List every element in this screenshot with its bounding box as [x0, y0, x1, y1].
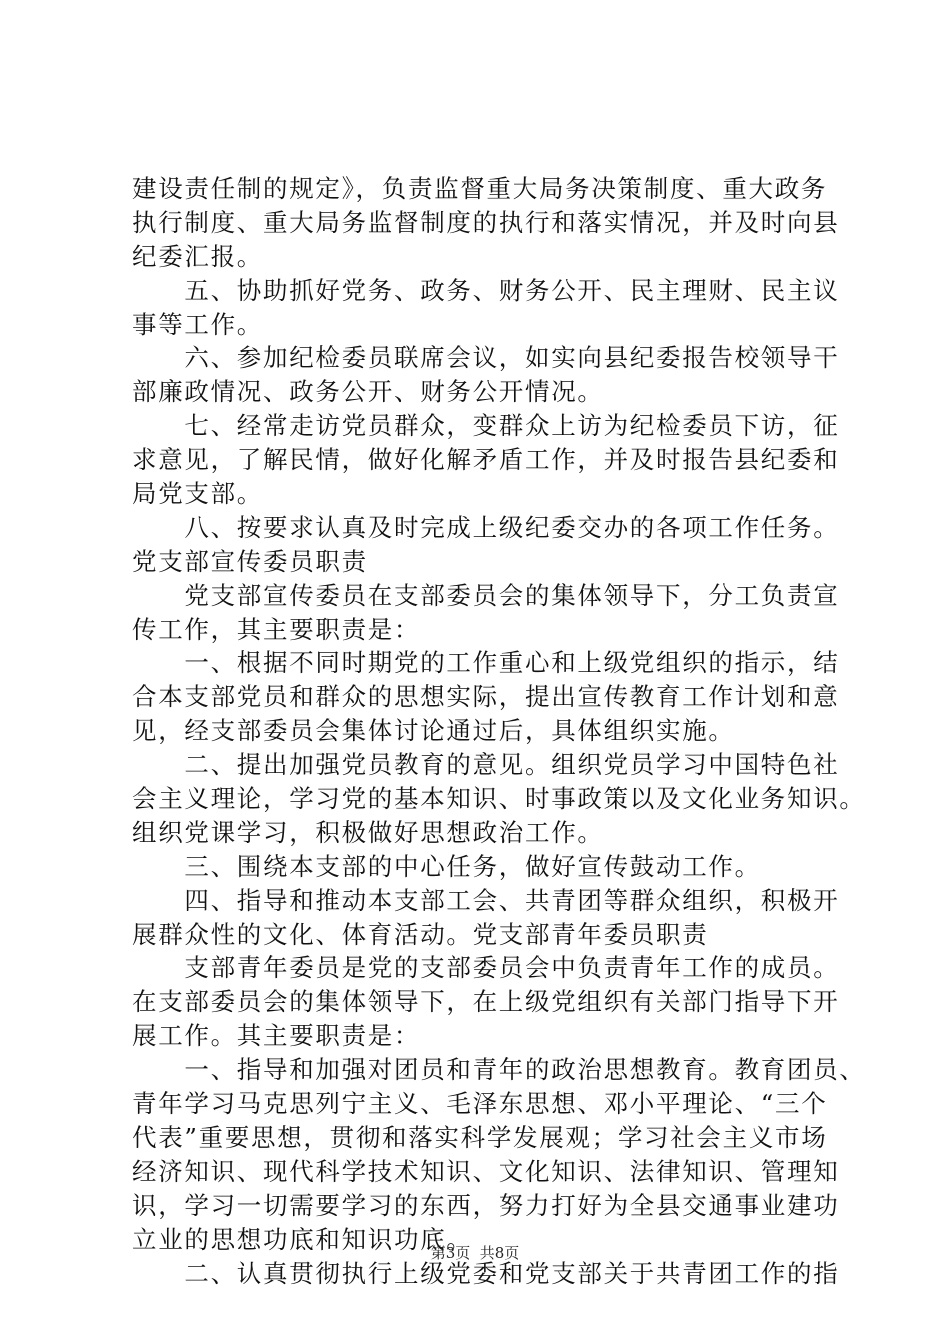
text-line: 求意见，了解民情，做好化解矛盾工作，并及时报告县纪委和 [132, 445, 840, 475]
text-line: 事等工作。 [132, 309, 263, 339]
page-number-footer: 第3页 共8页 [430, 1244, 520, 1262]
text-line: 合本支部党员和群众的思想实际，提出宣传教育工作计划和意 [132, 682, 840, 712]
text-line: 三、围绕本支部的中心任务，做好宣传鼓动工作。 [132, 851, 761, 881]
text-line: 纪委汇报。 [132, 241, 263, 271]
text-line: 四、指导和推动本支部工会、共青团等群众组织，积极开 [132, 885, 840, 915]
text-line: 见，经支部委员会集体讨论通过后，具体组织实施。 [132, 716, 735, 746]
text-line: 支部青年委员是党的支部委员会中负责青年工作的成员。 [132, 953, 840, 983]
text-line: 一、指导和加强对团员和青年的政治思想教育。教育团员、 [132, 1055, 866, 1085]
text-line: 六、参加纪检委员联席会议，如实向县纪委报告校领导干 [132, 343, 840, 373]
text-line: 二、认真贯彻执行上级党委和党支部关于共青团工作的指 [132, 1258, 840, 1288]
text-line: 一、根据不同时期党的工作重心和上级党组织的指示，结 [132, 648, 840, 678]
text-line: 经济知识、现代科学技术知识、文化知识、法律知识、管理知 [132, 1156, 840, 1186]
text-line: 八、按要求认真及时完成上级纪委交办的各项工作任务。 [132, 512, 840, 542]
text-line: 代表”重要思想，贯彻和落实科学发展观；学习社会主义市场 [132, 1122, 828, 1152]
text-line: 七、经常走访党员群众，变群众上访为纪检委员下访，征 [132, 411, 840, 441]
text-line: 在支部委员会的集体领导下，在上级党组织有关部门指导下开 [132, 987, 840, 1017]
text-line: 建设责任制的规定》，负责监督重大局务决策制度、重大政务 [132, 174, 828, 203]
text-line: 青年学习马克思列宁主义、毛泽东思想、邓小平理论、“三个 [132, 1089, 828, 1119]
document-body [132, 172, 866, 1290]
text-line: 会主义理论，学习党的基本知识、时事政策以及文化业务知识。 [132, 784, 866, 814]
text-line: 展群众性的文化、体育活动。党支部青年委员职责 [132, 919, 709, 949]
text-line: 立业的思想功底和知识功底。 [132, 1224, 473, 1254]
text-line: 识，学习一切需要学习的东西，努力打好为全县交通事业建功 [132, 1190, 840, 1220]
text-line: 展工作。其主要职责是： [132, 1021, 421, 1051]
text-line: 二、提出加强党员教育的意见。组织党员学习中国特色社 [132, 750, 840, 780]
text-line: 党支部宣传委员在支部委员会的集体领导下，分工负责宣 [132, 580, 840, 610]
text-line: 传工作，其主要职责是： [132, 614, 421, 644]
text-line: 五、协助抓好党务、政务、财务公开、民主理财、民主议 [132, 275, 840, 305]
text-line: 执行制度、重大局务监督制度的执行和落实情况，并及时向县 [132, 207, 840, 237]
text-line: 局党支部。 [132, 479, 263, 509]
text-line: 组织党课学习，积极做好思想政治工作。 [132, 817, 604, 847]
section-heading: 党支部宣传委员职责 [132, 546, 368, 576]
text-line: 部廉政情况、政务公开、财务公开情况。 [132, 377, 604, 407]
